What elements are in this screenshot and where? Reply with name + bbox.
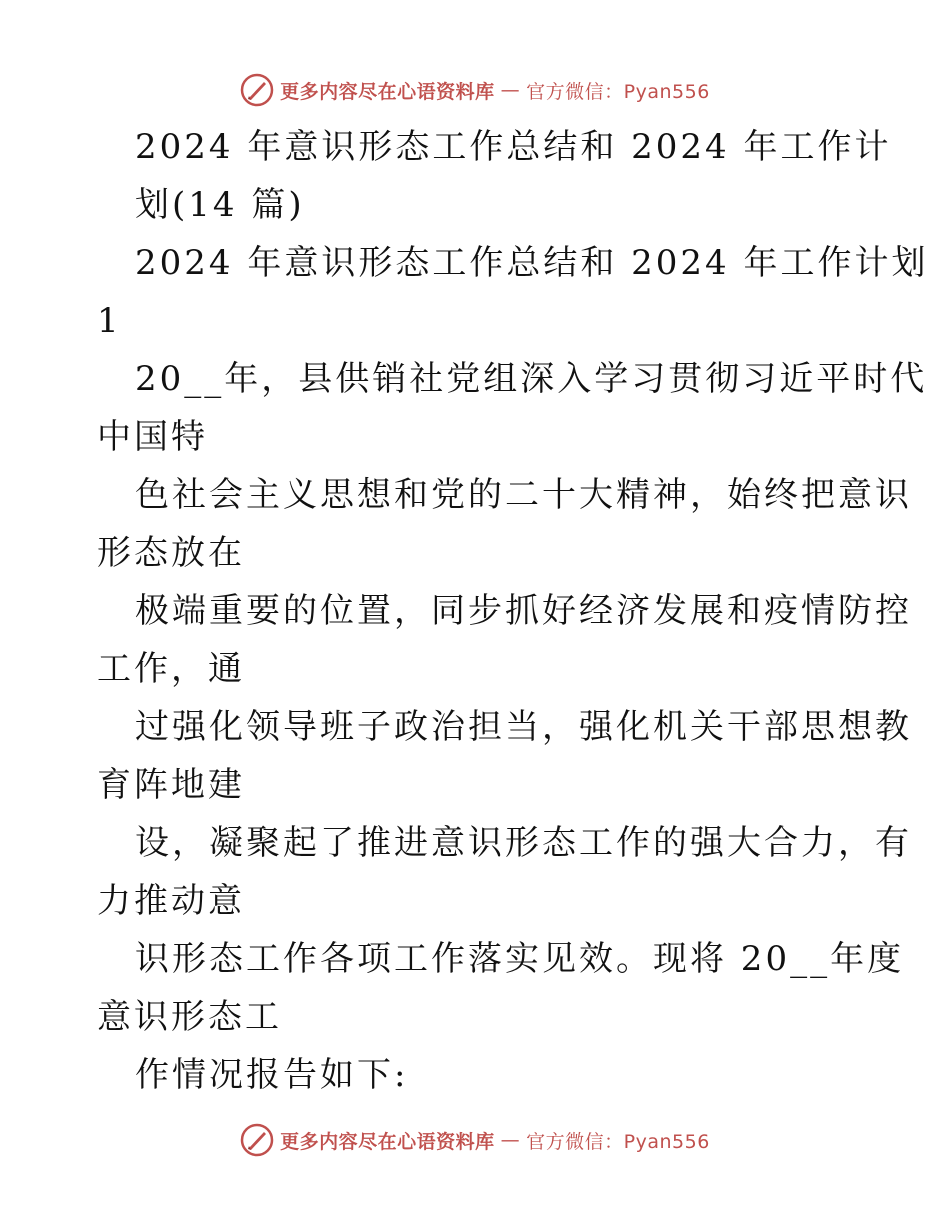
watermark-text: 更多内容尽在心语资料库 — [280, 1130, 495, 1153]
paragraph-line: 育阵地建 — [97, 765, 245, 805]
paragraph-line: 20__年，县供销社党组深入学习贯彻习近平时代 — [135, 359, 928, 399]
title-line-2: 划(14 篇) — [135, 185, 305, 225]
watermark-wechat: 官方微信：Pyan556 — [526, 1130, 710, 1153]
title-line-1: 2024 年意识形态工作总结和 2024 年工作计 — [135, 127, 892, 167]
watermark-dash: — — [500, 79, 521, 101]
paragraph-line: 极端重要的位置，同步抓好经济发展和疫情防控 — [135, 591, 912, 631]
watermark-text: 更多内容尽在心语资料库 — [280, 80, 495, 103]
paragraph-line: 作情况报告如下: — [135, 1055, 409, 1095]
section-heading-line-2: 1 — [97, 301, 122, 341]
watermark-wechat: 官方微信：Pyan556 — [526, 80, 710, 103]
footer-watermark — [0, 1120, 950, 1160]
paragraph-line: 识形态工作各项工作落实见效。现将 20__年度 — [135, 939, 905, 979]
paragraph-line: 设，凝聚起了推进意识形态工作的强大合力，有 — [135, 823, 912, 863]
paragraph-line: 意识形态工 — [97, 997, 282, 1037]
paragraph-line: 过强化领导班子政治担当，强化机关干部思想教 — [135, 707, 912, 747]
paragraph-line: 色社会主义思想和党的二十大精神，始终把意识 — [135, 475, 912, 515]
paragraph-line: 力推动意 — [97, 881, 245, 921]
paragraph-line: 形态放在 — [97, 533, 245, 573]
paragraph-line: 中国特 — [97, 417, 208, 457]
watermark-dash: — — [500, 1129, 521, 1151]
paragraph-line: 工作，通 — [97, 649, 245, 689]
quill-logo-icon — [240, 1123, 274, 1157]
section-heading-line-1: 2024 年意识形态工作总结和 2024 年工作计划 — [135, 243, 929, 283]
watermark-content — [240, 1123, 710, 1157]
